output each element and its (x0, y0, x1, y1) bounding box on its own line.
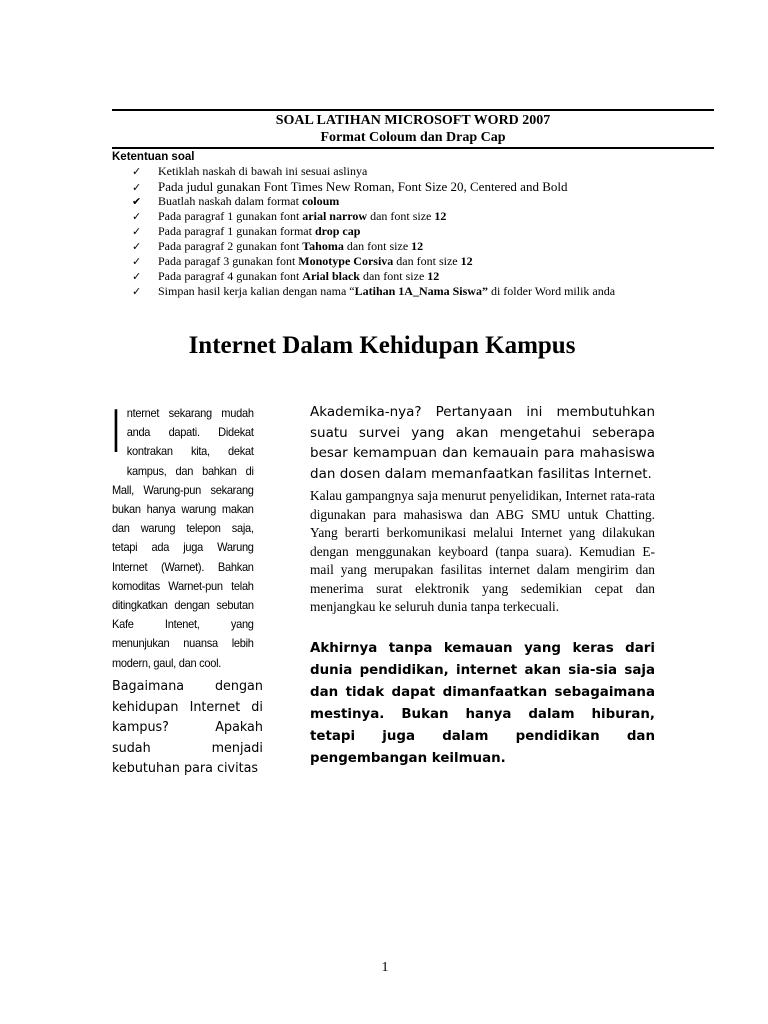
rule-text-plain: Pada paragaf 3 gunakan font (158, 254, 299, 268)
article-title: Internet Dalam Kehidupan Kampus (188, 332, 576, 359)
rules-list (132, 164, 615, 299)
rule-item (132, 269, 615, 284)
document-header-title: SOAL LATIHAN MICROSOFT WORD 2007 (275, 113, 551, 128)
rule-text-plain: Buatlah naskah dalam format (158, 194, 302, 208)
rule-text-bold: 12 (434, 209, 447, 223)
header-bottom-rule (112, 147, 714, 149)
rule-text-plain: Simpan hasil kerja kalian dengan nama “ (158, 284, 355, 298)
rule-text-plain: dan font size (343, 239, 412, 253)
rule-text: Pada judul gunakan Font Times New Roman, Font Size 20, Centered and Bold (158, 179, 568, 194)
rule-text: Ketiklah naskah di bawah ini sesuai aslinya (158, 164, 368, 178)
rule-text-plain: Pada paragraf 1 gunakan format (158, 224, 315, 238)
rule-item (132, 239, 615, 254)
paragraph-3: Kalau gampangnya saja menurut penyelidikan, Internet rata-rata digunakan para mahasiswa dan ABG SMU untuk Chatting. Yang berarti berkomunikasi melalui Internet yang dilakukan dengan menggunakan keyboard (tanpa suara). Kemudian E-mail yang merupakan fasilitas internet dalam mengirim dan menerima surat elektronik yang sedemikian cepat dan menjangkau ke seluruh dunia tanpa terkecuali. (310, 488, 655, 614)
rule-item (132, 284, 615, 299)
rule-text-bold: arial narrow (302, 209, 368, 223)
rule-text (158, 284, 615, 298)
rule-text-bold: 12 (427, 269, 440, 283)
rule-text-plain: di folder Word milik anda (487, 284, 616, 298)
page-number: 1 (381, 960, 389, 975)
rule-text-plain: dan font size (359, 269, 428, 283)
rule-text-plain: dan font size (393, 254, 461, 268)
rule-text-bold: Latihan 1A_Nama Siswa” (354, 284, 488, 298)
paragraph-2-continued: Akademika-nya? Pertanyaan ini membutuhkan suatu survei yang akan mengetahui seberapa besar kemampuan dan kemauain para mahasiswa dan dosen dalam memanfaatkan fasilitas Internet. (310, 404, 655, 482)
rule-text (158, 224, 360, 238)
rules-heading: Ketentuan soal (112, 151, 195, 163)
paragraph-1-text: nternet sekarang mudah anda dapati. Didekat kontrakan kita, dekat kampus, dan bahkan di Mall, Warung-pun sekarang bukan hanya warung makan dan warung telepon saja, tetapi ada juga Warung Internet (Warnet). Bahkan komoditas Warnet-pun telah ditingkatkan dengan sebutan Kafe Intenet, yang menunjukan nuansa lebih modern, gaul, dan cool. (112, 406, 254, 670)
paragraph-4: Akhirnya tanpa kemauan yang keras dari dunia pendidikan, internet akan sia-sia saja dan tidak dapat dimanfaatkan sebagaimana mestinya. Bukan hanya dalam hiburan, tetapi juga dalam pendidikan dan pengembangan keilmuan. (310, 641, 655, 766)
rule-text-bold: Monotype Corsiva (298, 254, 394, 268)
rule-text-bold: Tahoma (302, 239, 344, 253)
rule-text (158, 209, 446, 223)
check-icon: ✓ (132, 165, 142, 178)
paragraph-1 (112, 397, 254, 673)
rule-item (132, 224, 615, 239)
check-icon: ✓ (132, 181, 142, 194)
rule-text-plain: Pada paragraf 4 gunakan font (158, 269, 303, 283)
check-icon: ✓ (132, 285, 142, 298)
check-icon: ✓ (132, 225, 142, 238)
rule-text-bold: coloum (301, 194, 340, 208)
rule-text (158, 194, 339, 208)
rule-text-bold: Arial black (302, 269, 360, 283)
rule-item (132, 164, 615, 179)
rule-item (132, 179, 615, 194)
check-icon: ✓ (132, 270, 142, 283)
rule-text-bold: 12 (411, 239, 424, 253)
rule-item (132, 194, 615, 209)
rule-text (158, 269, 439, 283)
check-icon: ✓ (132, 210, 142, 223)
rule-text-bold: drop cap (314, 224, 361, 238)
rule-text (158, 254, 473, 268)
check-icon: ✓ (132, 240, 142, 253)
rule-text-plain: Pada paragraf 1 gunakan font (158, 209, 303, 223)
rule-item (132, 254, 615, 269)
rule-text-plain: Pada paragraf 2 gunakan font (158, 239, 303, 253)
rule-text-plain: dan font size (367, 209, 435, 223)
rule-text-bold: 12 (460, 254, 473, 268)
rule-item (132, 209, 615, 224)
check-icon: ✓ (132, 255, 142, 268)
document-header-subtitle: Format Coloum dan Drap Cap (320, 130, 506, 145)
check-icon: ✔ (132, 195, 142, 208)
paragraph-2-start: Bagaimana dengan kehidupan Internet di kampus? Apakah sudah menjadi kebutuhan para civitas (112, 679, 263, 776)
header-top-rule (112, 109, 714, 111)
rule-text (158, 239, 423, 253)
drop-cap: I (112, 397, 120, 466)
